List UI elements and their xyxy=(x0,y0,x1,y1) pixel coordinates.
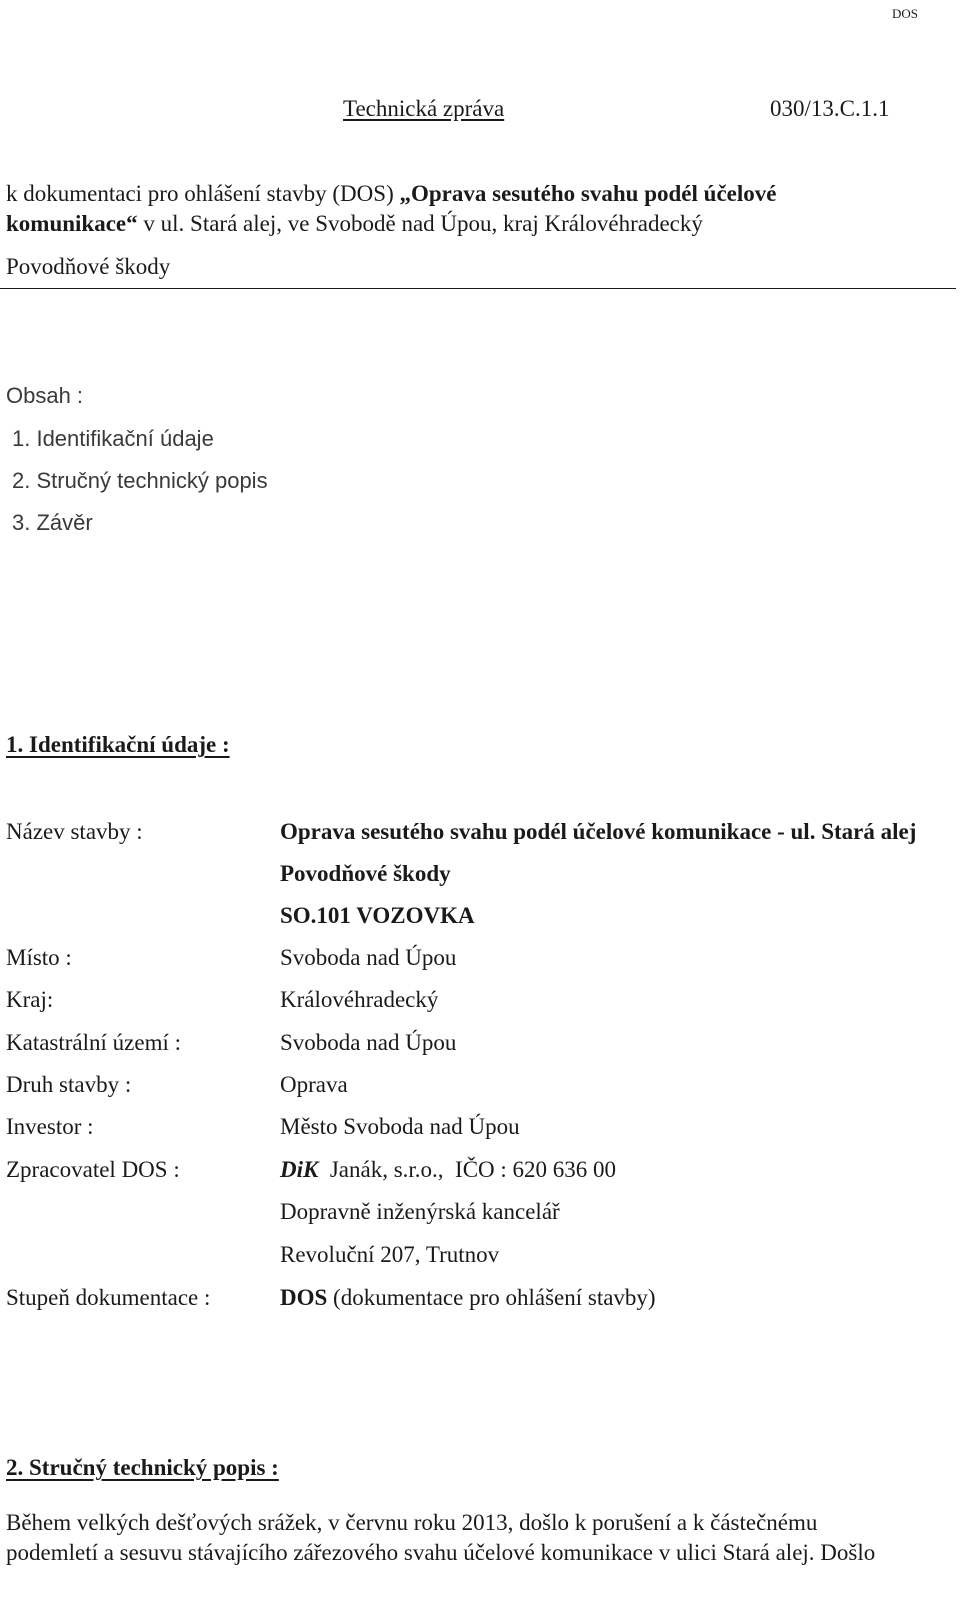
processor-office: Dopravně inženýrská kancelář xyxy=(280,1199,560,1224)
construction-type-value: Oprava xyxy=(280,1072,348,1097)
page-header-label: DOS xyxy=(891,6,918,21)
project-name-part-2: komunikace“ xyxy=(6,211,138,236)
processor-details: Janák, s.r.o., IČO : 620 636 00 xyxy=(318,1157,617,1182)
intro-line-1-prefix: k dokumentaci pro ohlášení stavby (DOS) xyxy=(6,181,400,206)
header-divider xyxy=(0,288,956,289)
region-value: Královéhradecký xyxy=(280,987,439,1012)
description-line-2: podemletí a sesuvu stávajícího zářezového svahu účelové komunikace v ulici Stará alej. Došlo xyxy=(6,1540,876,1565)
contents-label: Obsah : xyxy=(6,383,84,408)
document-number: 030/13.C.1.1 xyxy=(770,96,890,121)
investor-value: Město Svoboda nad Úpou xyxy=(280,1114,520,1139)
processor-brand: DiK xyxy=(280,1157,319,1182)
cadastre-label: Katastrální území : xyxy=(6,1030,181,1055)
contents-item-3: 3. Závěr xyxy=(12,510,93,535)
intro-line-2 xyxy=(6,211,703,237)
processor-address: Revoluční 207, Trutnov xyxy=(280,1242,500,1267)
stage-code: DOS xyxy=(280,1285,328,1310)
place-value: Svoboda nad Úpou xyxy=(280,945,457,970)
stage-description: (dokumentace pro ohlášení stavby) xyxy=(327,1285,656,1310)
processor-label: Zpracovatel DOS : xyxy=(6,1157,180,1182)
section-1-heading: 1. Identifikační údaje : xyxy=(6,732,230,757)
contents-item-1: 1. Identifikační údaje xyxy=(12,426,214,451)
intro-line-3: Povodňové škody xyxy=(6,254,171,279)
construction-type-label: Druh stavby : xyxy=(6,1072,132,1097)
stage-value xyxy=(280,1285,656,1311)
name-value: Oprava sesutého svahu podél účelové komunikace - ul. Stará alej xyxy=(280,819,917,844)
intro-line-2-rest: v ul. Stará alej, ve Svobodě nad Úpou, kraj Královéhradecký xyxy=(137,211,703,236)
cadastre-value: Svoboda nad Úpou xyxy=(280,1030,457,1055)
document-title: Technická zpráva xyxy=(343,96,505,121)
contents-item-2: 2. Stručný technický popis xyxy=(12,468,268,493)
stage-label: Stupeň dokumentace : xyxy=(6,1285,211,1310)
region-label: Kraj: xyxy=(6,987,54,1012)
name-value-line-2: Povodňové škody xyxy=(280,861,451,886)
investor-label: Investor : xyxy=(6,1114,94,1139)
intro-line-1 xyxy=(6,181,776,207)
description-line-1: Během velkých dešťových srážek, v červnu roku 2013, došlo k porušení a k částečnému xyxy=(6,1510,818,1535)
name-value-line-3: SO.101 VOZOVKA xyxy=(280,903,475,928)
processor-value xyxy=(280,1157,616,1183)
section-2-heading: 2. Stručný technický popis : xyxy=(6,1455,279,1480)
project-name-part-1: „Oprava sesutého svahu podél účelové xyxy=(399,181,777,206)
place-label: Místo : xyxy=(6,945,72,970)
name-label: Název stavby : xyxy=(6,819,143,844)
